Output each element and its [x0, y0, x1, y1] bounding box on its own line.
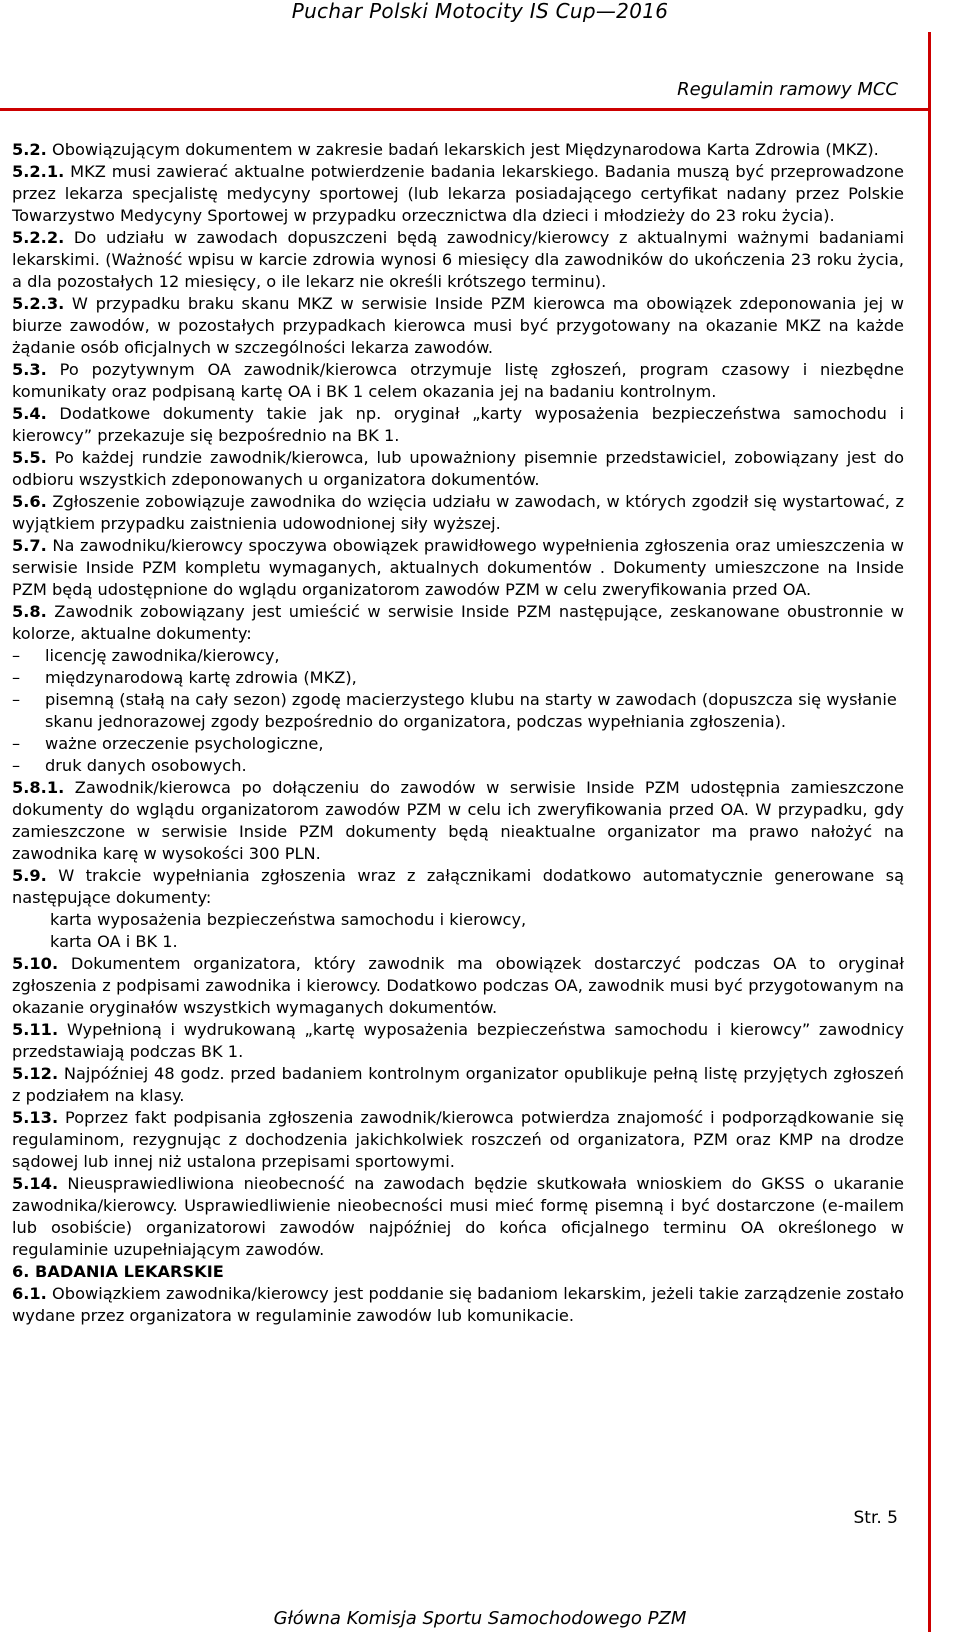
paragraph-number: 5.4. — [12, 404, 47, 423]
paragraph-5-9 — [12, 865, 904, 909]
list-item-text: międzynarodową kartę zdrowia (MKZ), — [45, 668, 357, 687]
paragraph-number: 5.8.1. — [12, 778, 65, 797]
paragraph-text: Obowiązującym dokumentem w zakresie badań lekarskich jest Międzynarodowa Karta Zdrowia (MKZ). — [46, 140, 879, 159]
paragraph-text: W przypadku braku skanu MKZ w serwisie Inside PZM kierowca ma obowiązek zdeponowania jej w biurze zawodów, w pozostałych przypadkach kierowca musi być przygotowany na okazanie MKZ na każde żądanie osób oficjalnych w szczególności lekarza zawodów. — [12, 294, 904, 357]
paragraph-text: Dodatkowe dokumenty takie jak np. oryginał „karty wyposażenia bezpieczeństwa samochodu i kierowcy” przekazuje się bezpośrednio na BK 1. — [12, 404, 904, 445]
paragraph-number: 5.5. — [12, 448, 47, 467]
paragraph-5-11 — [12, 1019, 904, 1063]
list-item-text: ważne orzeczenie psychologiczne, — [45, 734, 324, 753]
paragraph-number: 5.2.3. — [12, 294, 65, 313]
paragraph-text: Na zawodniku/kierowcy spoczywa obowiązek prawidłowego wypełnienia zgłoszenia oraz umieszczenia w serwisie Inside PZM kompletu wymaganych, aktualnych dokumentów . Dokumenty umieszczone na Inside PZM będą udostępnione do wglądu organizatorom zawodów PZM w celu zweryfikowania przed OA. — [12, 536, 904, 599]
paragraph-5-4 — [12, 403, 904, 447]
document-body — [12, 139, 904, 1327]
paragraph-number: 5.2.2. — [12, 228, 65, 247]
list-item — [12, 733, 904, 755]
paragraph-text: Po każdej rundzie zawodnik/kierowca, lub upoważniony pisemnie przedstawiciel, zobowiązany jest do odbioru wszystkich zdeponowanych u organizatora dokumentów. — [12, 448, 904, 489]
paragraph-5-7 — [12, 535, 904, 601]
paragraph-number: 5.13. — [12, 1108, 59, 1127]
dash-bullet: – — [12, 734, 21, 753]
page-footer: Główna Komisja Sportu Samochodowego PZM — [273, 1608, 687, 1629]
paragraph-5-10 — [12, 953, 904, 1019]
list-item — [12, 755, 904, 777]
paragraph-5-12 — [12, 1063, 904, 1107]
section-heading-text: 6. BADANIA LEKARSKIE — [12, 1262, 224, 1281]
paragraph-text: Zawodnik zobowiązany jest umieścić w serwisie Inside PZM następujące, zeskanowane obustronnie w kolorze, aktualne dokumenty: — [12, 602, 904, 643]
paragraph-number: 5.3. — [12, 360, 47, 379]
paragraph-text: Po pozytywnym OA zawodnik/kierowca otrzymuje listę zgłoszeń, program czasowy i niezbędne komunikaty oraz podpisaną kartę OA i BK 1 celem okazania jej na badaniu kontrolnym. — [12, 360, 904, 401]
vertical-red-rule — [928, 32, 931, 1632]
paragraph-5-8-1 — [12, 777, 904, 865]
paragraph-5-13 — [12, 1107, 904, 1173]
dash-bullet: – — [12, 756, 21, 775]
paragraph-5-2 — [12, 139, 904, 161]
paragraph-text: Zgłoszenie zobowiązuje zawodnika do wzięcia udziału w zawodach, w których zgodził się wystartować, z wyjątkiem przypadku zaistnienia udowodnionej siły wyższej. — [12, 492, 904, 533]
paragraph-number: 5.2.1. — [12, 162, 65, 181]
dash-bullet: – — [12, 668, 21, 687]
section-heading — [12, 1261, 904, 1283]
paragraph-text: Do udziału w zawodach dopuszczeni będą zawodnicy/kierowcy z aktualnymi ważnymi badaniami lekarskimi. (Ważność wpisu w karcie zdrowia wynosi 6 miesięcy dla zawodników do ukończenia 23 roku życia, a dla pozostałych 12 miesięcy, o ile lekarz nie określi krótszego terminu). — [12, 228, 904, 291]
page-number: Str. 5 — [853, 1508, 898, 1528]
paragraph-5-2-1 — [12, 161, 904, 227]
auto-document-item: karta OA i BK 1. — [50, 932, 178, 951]
list-item-text: druk danych osobowych. — [45, 756, 247, 775]
paragraph-5-8 — [12, 601, 904, 645]
paragraph-number: 5.8. — [12, 602, 47, 621]
paragraph-text: Zawodnik/kierowca po dołączeniu do zawodów w serwisie Inside PZM udostępnia zamieszczone dokumenty do wglądu organizatorom zawodów PZM w celu ich zweryfikowania przed OA. W przypadku, gdy zamieszczone w serwisie Inside PZM dokumenty będą nieaktualne organizator ma prawo nałożyć na zawodnika karę w wysokości 300 PLN. — [12, 778, 904, 863]
paragraph-number: 5.10. — [12, 954, 59, 973]
paragraph-number: 5.7. — [12, 536, 47, 555]
paragraph-5-5 — [12, 447, 904, 491]
paragraph-text: Obowiązkiem zawodnika/kierowcy jest poddanie się badaniom lekarskim, jeżeli takie zarządzenie zostało wydane przez organizatora w regulaminie zawodów lub komunikacie. — [12, 1284, 904, 1325]
paragraph-5-6 — [12, 491, 904, 535]
paragraph-number: 5.6. — [12, 492, 47, 511]
list-item — [12, 667, 904, 689]
paragraph-number: 6.1. — [12, 1284, 47, 1303]
paragraph-number: 5.14. — [12, 1174, 59, 1193]
paragraph-text: Najpóźniej 48 godz. przed badaniem kontrolnym organizator opublikuje pełną listę przyjętych zgłoszeń z podziałem na klasy. — [12, 1064, 904, 1105]
list-item — [12, 689, 904, 733]
page-header-subtitle: Regulamin ramowy MCC — [677, 79, 898, 100]
paragraph-text: MKZ musi zawierać aktualne potwierdzenie badania lekarskiego. Badania muszą być przeprowadzone przez lekarza specjalistę medycyny sportowej (lub lekarza posiadającego certyfikat nadany przez Polskie Towarzystwo Medycyny Sportowej w przypadku orzecznictwa dla dzieci i młodzieży do 23 roku życia). — [12, 162, 904, 225]
required-documents-list — [12, 645, 904, 777]
horizontal-red-rule — [0, 108, 928, 111]
dash-bullet: – — [12, 690, 21, 709]
paragraph-6-1 — [12, 1283, 904, 1327]
dash-bullet: – — [12, 646, 21, 665]
paragraph-text: W trakcie wypełniania zgłoszenia wraz z załącznikami dodatkowo automatycznie generowane są następujące dokumenty: — [12, 866, 904, 907]
paragraph-5-3 — [12, 359, 904, 403]
paragraph-number: 5.11. — [12, 1020, 59, 1039]
paragraph-5-2-3 — [12, 293, 904, 359]
list-item-text: licencję zawodnika/kierowcy, — [45, 646, 280, 665]
paragraph-text: Wypełnioną i wydrukowaną „kartę wyposażenia bezpieczeństwa samochodu i kierowcy” zawodnicy przedstawiają podczas BK 1. — [12, 1020, 904, 1061]
paragraph-number: 5.2. — [12, 140, 47, 159]
paragraph-text: Nieusprawiedliwiona nieobecność na zawodach będzie skutkowała wnioskiem do GKSS o ukaranie zawodnika/kierowcy. Usprawiedliwienie nieobecności musi mieć formę pisemną i być dostarczone (e-mailem lub osobiście) organizatorowi zawodów najpóźniej do końca oficjalnego terminu OA określonego w regulaminie uzupełniającym zawodów. — [12, 1174, 904, 1259]
paragraph-number: 5.12. — [12, 1064, 59, 1083]
auto-document-item: karta wyposażenia bezpieczeństwa samochodu i kierowcy, — [50, 910, 527, 929]
paragraph-text: Poprzez fakt podpisania zgłoszenia zawodnik/kierowca potwierdza znajomość i podporządkowanie się regulaminom, rezygnując z dochodzenia jakichkolwiek roszczeń od organizatora, PZM oraz KMP na drodze sądowej lub innej niż ustalona przepisami sportowymi. — [12, 1108, 904, 1171]
paragraph-text: Dokumentem organizatora, który zawodnik ma obowiązek dostarczyć podczas OA to oryginał zgłoszenia z podpisami zawodnika i kierowcy. Dodatkowo podczas OA, zawodnik musi być przygotowanym na okazanie oryginałów wszystkich wymaganych dokumentów. — [12, 954, 904, 1017]
paragraph-5-14 — [12, 1173, 904, 1261]
list-item-text: pisemną (stałą na cały sezon) zgodę macierzystego klubu na starty w zawodach (dopuszcza się wysłanie skanu jednorazowej zgody bezpośrednio do organizatora, podczas wypełniania zgłoszenia). — [45, 690, 897, 731]
paragraph-number: 5.9. — [12, 866, 47, 885]
list-item — [12, 645, 904, 667]
paragraph-5-2-2 — [12, 227, 904, 293]
page-header-title: Puchar Polski Motocity IS Cup—2016 — [291, 0, 669, 23]
